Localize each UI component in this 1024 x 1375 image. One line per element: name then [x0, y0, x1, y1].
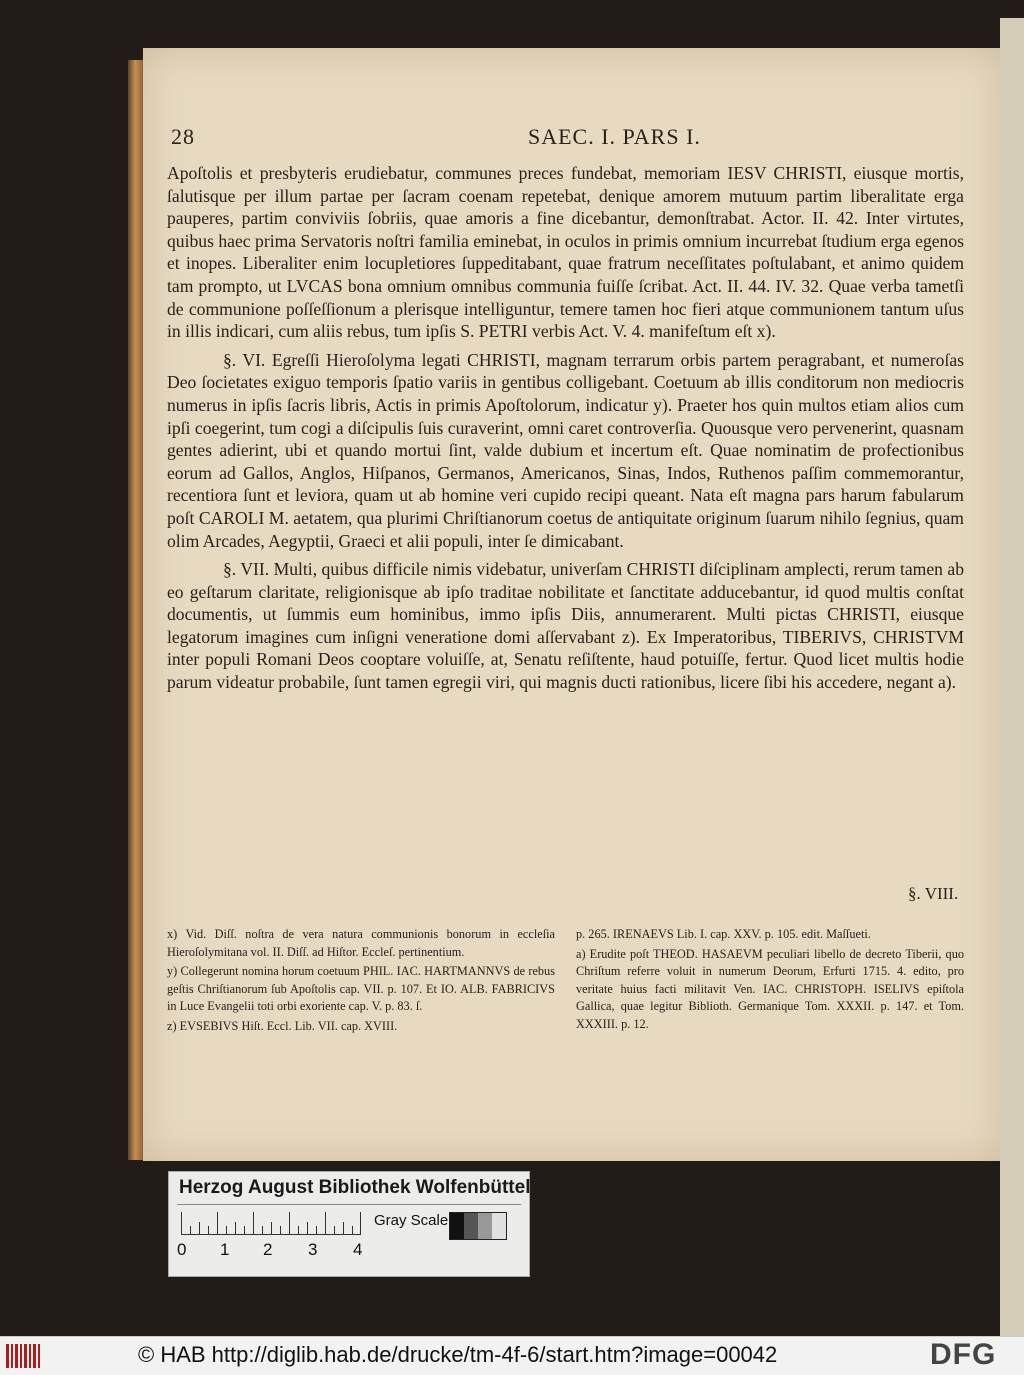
viewer-footer	[0, 1336, 1024, 1375]
footnotes-right-column	[576, 926, 964, 1037]
library-name: Herzog August Bibliothek Wolfenbüttel	[179, 1177, 531, 1198]
page-number: 28	[171, 124, 195, 149]
paragraph-section-vi: §. VI. Egreſſi Hieroſolyma legati CHRISTI, magnam terrarum orbis partem peragrabant, et numeroſas Deo ſocietates exiguo temporis ſpatio variis in gentibus colligebant. Coetuum ab illis conditorum non mediocris numerus in ipſis ſacris libris, Actis in primis Apoſtolorum, indicatur y). Praeter hos quin multos etiam alios cum ipſi coegerint, tum cogi a diſcipulis ſuis curaverint, omni caret controverſia. Quousque vero pervenerint, quasnam gentes adierint, ubi et quando mortui ſint, valde dubium et incertum eſt. Quae nominatim de profectionibus eorum ad Gallos, Anglos, Hiſpanos, Germanos, Americanos, Sinas, Indos, Ruthenos paſſim commemorantur, recentiora ſunt et leviora, quam ut ab homine veri cupido recipi queant. Nata eſt magna pars harum fabularum poſt CAROLI M. aetatem, qua plurimi Chriſtianorum coetus de antiquitate originum ſuarum nihilo ſegnius, quam olim Arcades, Aegyptii, Graeci et alii populi, inter ſe dimicabant.	[167, 349, 964, 551]
body-text	[167, 162, 964, 700]
catchword: §. VIII.	[908, 884, 959, 903]
copyright-url[interactable]: © HAB http://diglib.hab.de/drucke/tm-4f-6/start.htm?image=00042	[138, 1342, 778, 1367]
dfg-logo: DFG	[930, 1338, 997, 1371]
footnotes	[167, 926, 964, 1037]
ruler-label-1: 1	[220, 1240, 230, 1259]
running-head: SAEC. I. PARS I.	[528, 124, 701, 149]
footnotes-left-column	[167, 926, 555, 1037]
footnote-y: y) Collegerunt nomina horum coetuum PHIL. IAC. HARTMANNVS de rebus geſtis Chriſtianorum ſub Apoſtolis cap. VII. p. 107. Et IO. ALB. FABRICIVS in Luce Evangelii toti orbi exoriente cap. V. p. 83. ſ.	[167, 964, 555, 1013]
footnote-z: z) EVSEBIVS Hiſt. Eccl. Lib. VII. cap. XVIII.	[167, 1018, 398, 1033]
paragraph-1: Apoſtolis et presbyteris erudiebatur, communes preces fundebat, memoriam IESV CHRISTI, eiusque mortis, ſalutisque per illum partae per ſacram coenam repetebat, denique amorem mutuum partim liberalitate erga pauperes, partim conviviis ſobriis, quae amoris a fine dicebantur, demonſtrabat. Actor. II. 42. Inter virtutes, quibus haec prima Servatoris noſtri familia eminebat, in oculos in primis omnium incurrebat ſtudium erga egenos et inopes. Liberaliter enim locupletiores ſuppeditabant, quae fratrum neceſſitates poſtulabant, et animo quidem tam prompto, ut LVCAS bona omnium omnibus communia fuiſſe ſcribat. Act. II. 44. IV. 32. Quae verba tametſi de communione poſſeſſionum a plerisque intelliguntur, temere tamen hoc fieri atque communionem tantum uſus in illis indicari, cum aliis rebus, tum ipſis S. PETRI verbis Act. V. 4. manifeſtum eſt x).	[167, 163, 964, 342]
footnote-a: a) Erudite poſt THEOD. HASAEVM peculiari libello de decreto Tiberii, quo Chriſtum referre voluit in numerum Deorum, Erfurti 1715. 4. edito, pro veritate huius facti militavit Ven. IAC. CHRISTOPH. ISELIVS epiſtola Gallica, quae legitur Biblioth. Germanique Tom. XXXII. p. 147. et Tom. XXXIII. p. 12.	[576, 946, 964, 1031]
ruler-label-2: 2	[263, 1240, 273, 1259]
adjacent-page-edge	[1000, 18, 1024, 1336]
paragraph-section-vii: §. VII. Multi, quibus difficile nimis videbatur, univerſam CHRISTI diſciplinam amplecti, rerum tamen ab eo geſtarum claritate, religionisque ab ipſo traditae nobilitate et ſanctitate adducebantur, id quod multis conſtat documentis, ut ſummis eum hominibus, immo ipſis Diis, annumerarent. Multi pictas CHRISTI, eiusque legatorum imagines cum inſigni veneratione domi aſſervabant z). Ex Imperatoribus, TIBERIVS, CHRISTVM inter populi Romani Deos cooptare voluiſſe, at, Senatu reſiſtente, haud potuiſſe, fertur. Quod licet multis hodie parum videatur probabile, ſunt tamen egregii viri, qui magnis ducti rationibus, licere ſibi his accedere, negant a).	[167, 559, 964, 693]
hab-logo-icon	[6, 1344, 40, 1368]
gray-scale-label: Gray Scale	[374, 1212, 449, 1229]
book-edge	[128, 60, 144, 1160]
ruler-label-0: 0	[177, 1240, 187, 1259]
footnote-x: x) Vid. Diſſ. noſtra de vera natura communionis bonorum in eccleſia Hieroſolymitana vol. II. Diſſ. ad Hiſtor. Eccleſ. pertinentium.	[167, 927, 555, 959]
card-divider	[177, 1204, 521, 1205]
library-color-card	[168, 1171, 530, 1277]
ruler-label-4: 4	[353, 1240, 363, 1259]
gray-scale-swatches	[449, 1212, 507, 1240]
ruler-scale	[181, 1212, 361, 1235]
footnote-z-continued: p. 265. IRENAEVS Lib. I. cap. XXV. p. 105. edit. Maſſueti.	[576, 927, 871, 941]
ruler-label-3: 3	[308, 1240, 318, 1259]
